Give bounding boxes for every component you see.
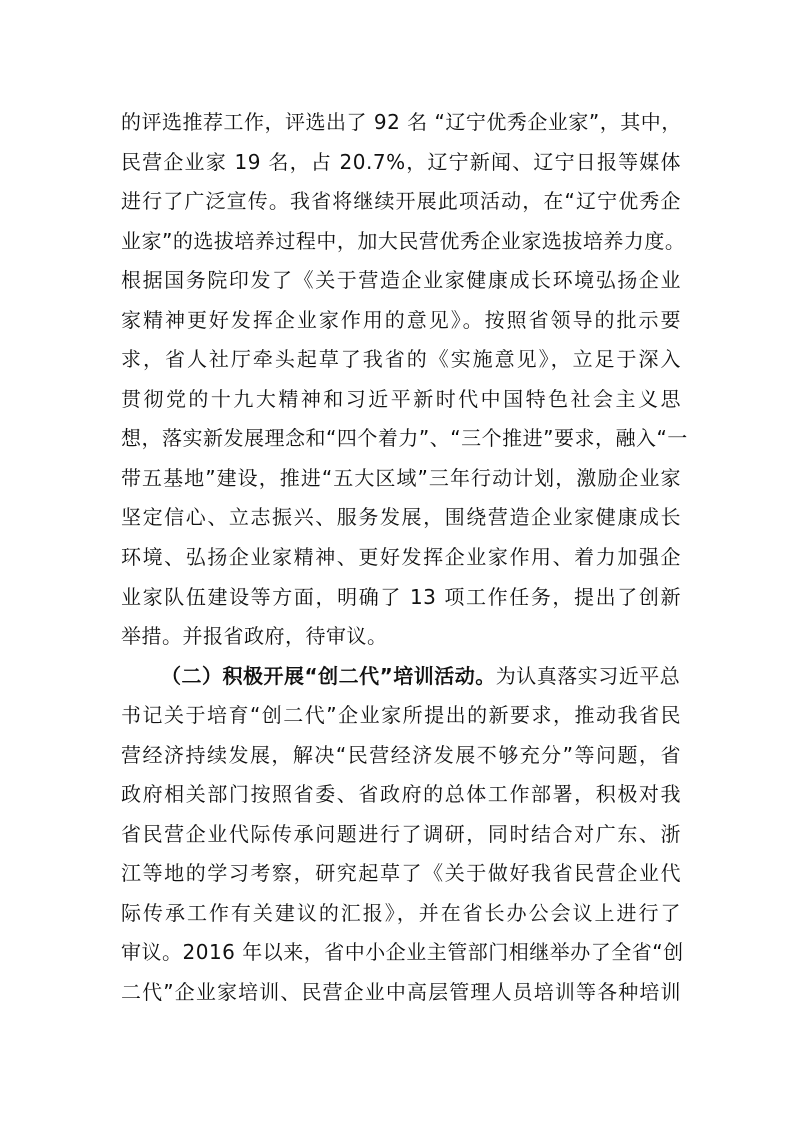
body-line: 进行了广泛宣传。我省将继续开展此项活动，在“辽宁优秀企: [121, 189, 681, 214]
body-line: 坚定信心、立志振兴、服务发展，围绕营造企业家健康成长: [121, 505, 681, 530]
body-line: 求，省人社厅牵头起草了我省的《实施意见》，立足于深入: [121, 347, 681, 372]
body-line: 举措。并报省政府，待审议。: [121, 624, 388, 649]
body-line: 的评选推荐工作，评选出了 92 名 “辽宁优秀企业家”，其中，: [121, 110, 682, 134]
body-line: 政府相关部门按照省委、省政府的总体工作部署，积极对我: [121, 782, 681, 807]
body-line: 业家队伍建设等方面，明确了 13 项工作任务，提出了创新: [121, 584, 681, 609]
section-heading: （二）积极开展“创二代”培训活动。: [161, 663, 496, 688]
body-line: 家精神更好发挥企业家作用的意见》。按照省领导的批示要: [121, 307, 681, 332]
body-line: 江等地的学习考察，研究起草了《关于做好我省民营企业代: [121, 861, 681, 886]
body-line: 际传承工作有关建议的汇报》，并在省长办公会议上进行了: [121, 900, 681, 925]
document-body: [121, 103, 688, 1013]
body-line: 想，落实新发展理念和“四个着力”、“三个推进”要求，融入“一: [121, 426, 688, 451]
body-line: 贯彻党的十九大精神和习近平新时代中国特色社会主义思: [121, 386, 681, 411]
body-line: 根据国务院印发了《关于营造企业家健康成长环境弘扬企业: [121, 268, 681, 293]
body-line: 营经济持续发展，解决“民营经济发展不够充分”等问题，省: [121, 742, 681, 767]
body-line: 带五基地”建设，推进“五大区域”三年行动计划，激励企业家: [121, 465, 681, 490]
section-first-line-text: 为认真落实习近平总: [495, 663, 681, 688]
body-line: 业家”的选拔培养过程中，加大民营优秀企业家选拔培养力度。: [121, 228, 686, 253]
body-line: 二代”企业家培训、民营企业中高层管理人员培训等各种培训: [121, 980, 681, 1005]
body-line: 民营企业家 19 名，占 20.7%，辽宁新闻、辽宁日报等媒体: [121, 149, 681, 174]
body-line: 书记关于培育“创二代”企业家所提出的新要求，推动我省民: [121, 703, 681, 728]
body-line: 省民营企业代际传承问题进行了调研，同时结合对广东、浙: [121, 821, 681, 846]
section-heading-line: [121, 657, 681, 697]
body-line: 环境、弘扬企业家精神、更好发挥企业家作用、着力加强企: [121, 545, 681, 570]
body-line: 审议。2016 年以来，省中小企业主管部门相继举办了全省“创: [121, 940, 684, 965]
